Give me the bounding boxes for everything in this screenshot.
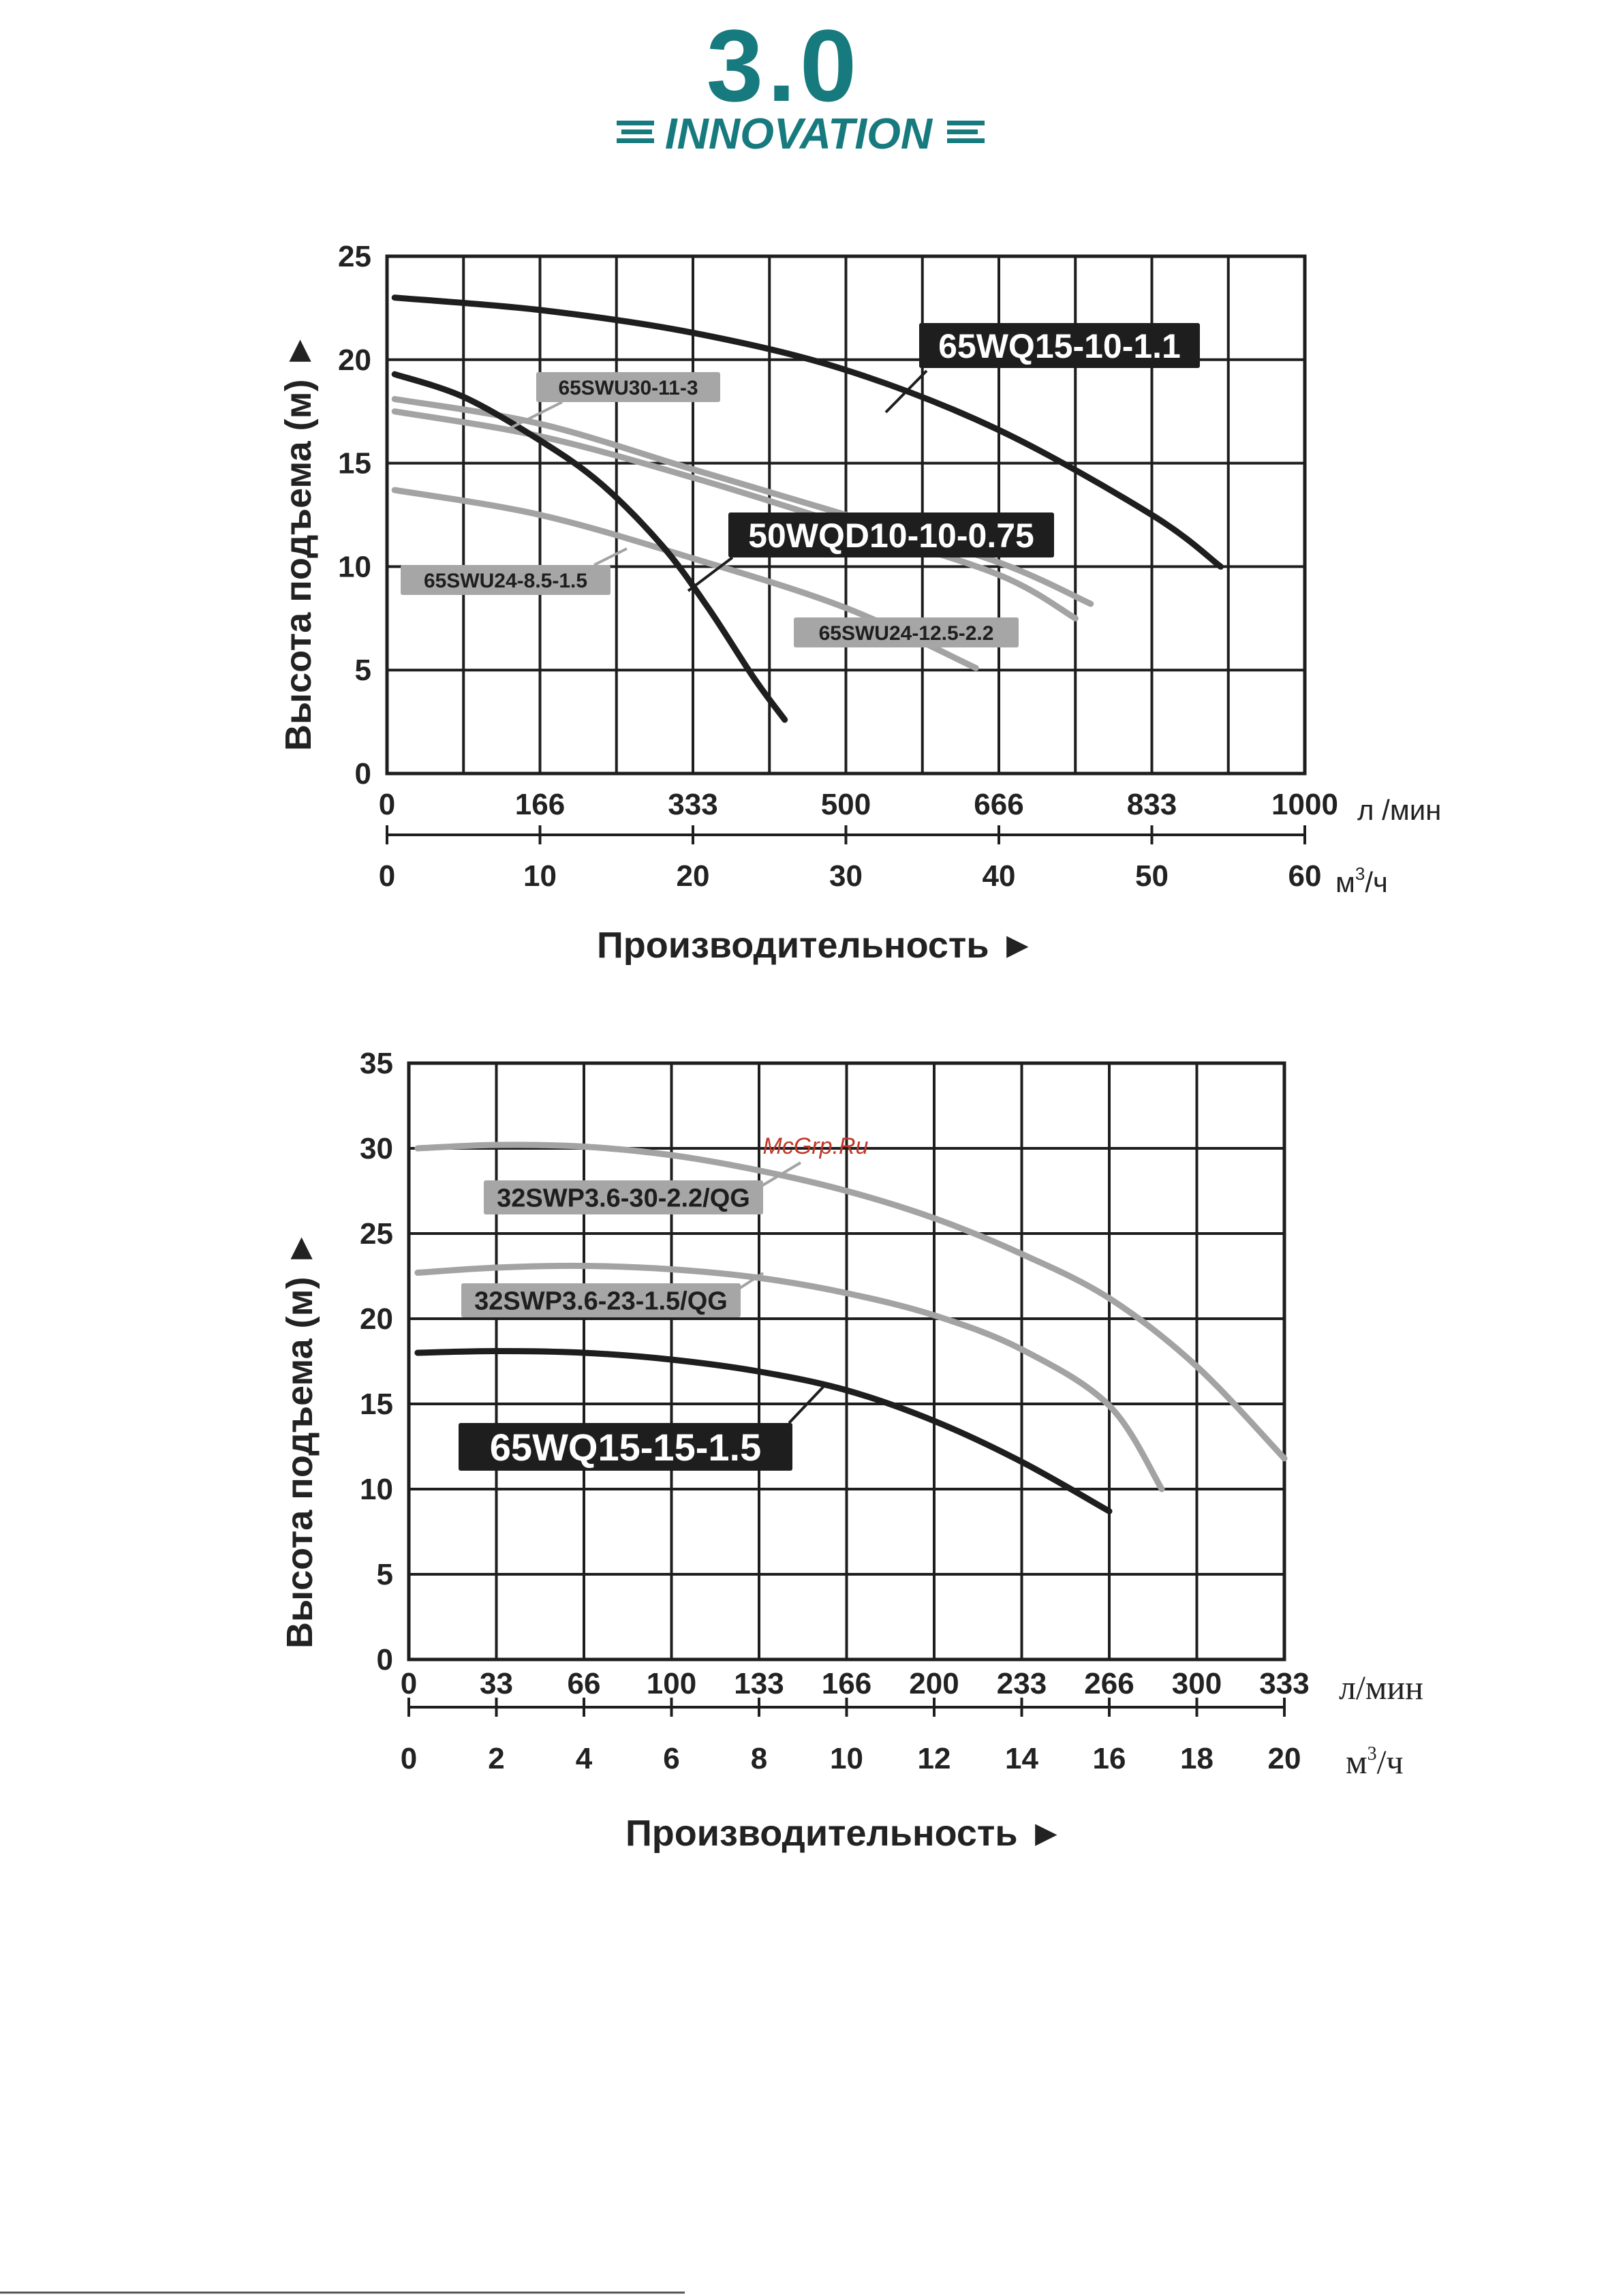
x-tick-label-lpm: 166	[821, 1667, 872, 1700]
series-label: 65WQ15-10-1.1	[938, 327, 1181, 365]
x-tick-label-m3h: 8	[750, 1742, 768, 1775]
x-axis-title: Производительность ►	[625, 1813, 1065, 1854]
x-tick-label-m3h: 2	[488, 1742, 505, 1775]
logo-word: INNOVATION	[664, 109, 933, 158]
series-label: 65WQ15-15-1.5	[489, 1426, 762, 1469]
x-unit-m3h-base: м	[1335, 866, 1355, 898]
x-tick-label-m3h: 0	[378, 859, 396, 893]
series-label-leader	[594, 549, 627, 565]
series-label: 50WQD10-10-0.75	[748, 517, 1034, 555]
y-axis-title: Высота подъема (м) ►	[279, 1229, 320, 1649]
series-label: 32SWP3.6-23-1.5/QG	[474, 1287, 728, 1316]
y-tick-label: 25	[360, 1217, 393, 1251]
x-tick-label-m3h: 14	[1005, 1742, 1038, 1775]
series-label: 65SWU30-11-3	[558, 376, 698, 399]
y-tick-label: 20	[338, 343, 371, 377]
y-tick-labels	[338, 240, 371, 791]
y-tick-label: 15	[338, 446, 371, 480]
x-tick-label-m3h: 12	[917, 1742, 951, 1775]
logo-mark: 3.0	[706, 8, 861, 123]
x-unit-lpm: л/мин	[1339, 1668, 1423, 1706]
y-tick-label: 25	[338, 240, 371, 273]
logo-speed-line	[947, 129, 978, 134]
x-tick-label-lpm: 0	[400, 1667, 418, 1700]
series-label: 65SWU24-8.5-1.5	[423, 569, 588, 592]
x-tick-label-m3h: 10	[523, 859, 557, 893]
x-unit-m3h	[1346, 1743, 1404, 1781]
x-tick-label-m3h: 0	[400, 1742, 418, 1775]
logo-speed-line	[617, 138, 654, 143]
x-unit-m3h-base: м	[1346, 1743, 1367, 1781]
x-unit-m3h	[1335, 863, 1388, 898]
series-label: 65SWU24-12.5-2.2	[818, 622, 994, 645]
x-tick-label-m3h: 50	[1135, 859, 1169, 893]
x-tick-label-m3h: 4	[575, 1742, 593, 1775]
logo-speed-line	[947, 138, 985, 143]
x-tick-label-lpm: 133	[734, 1667, 784, 1700]
y-tick-label: 0	[354, 757, 371, 791]
y-tick-label: 30	[360, 1132, 393, 1165]
x-tick-label-m3h: 18	[1180, 1742, 1214, 1775]
y-tick-label: 20	[360, 1302, 393, 1336]
chart-series-labels	[459, 1163, 826, 1471]
x-unit-m3h-sup: 3	[1367, 1743, 1377, 1764]
series-label-leader	[886, 371, 927, 412]
secondary-x-axis	[387, 825, 1305, 844]
logo-speed-line	[621, 129, 652, 134]
x-tick-label-m3h: 20	[1267, 1742, 1301, 1775]
x-unit-m3h-suffix: /ч	[1365, 866, 1388, 898]
x-tick-label-m3h: 60	[1288, 859, 1322, 893]
x-tick-label-m3h: 20	[676, 859, 710, 893]
x-tick-label-m3h: 40	[982, 859, 1016, 893]
x-tick-label-lpm: 333	[668, 788, 718, 821]
y-tick-label: 0	[376, 1643, 393, 1677]
x-tick-label-lpm: 1000	[1271, 788, 1338, 821]
y-axis-title: Высота подъема (м) ►	[278, 332, 319, 752]
x-tick-label-lpm: 166	[514, 788, 566, 821]
x-tick-labels-lpm	[401, 1667, 1310, 1700]
y-tick-label: 35	[360, 1047, 393, 1080]
x-unit-m3h-sup: 3	[1355, 863, 1365, 884]
x-unit-m3h-suffix: /ч	[1376, 1743, 1404, 1781]
x-tick-label-lpm: 0	[378, 788, 396, 821]
x-tick-labels-m3h	[379, 859, 1322, 893]
y-tick-label: 5	[354, 654, 371, 688]
x-tick-labels-lpm	[379, 788, 1338, 821]
y-tick-label: 10	[338, 550, 371, 584]
watermark-text: McGrp.Ru	[762, 1133, 869, 1159]
x-tick-label-lpm: 500	[820, 788, 871, 821]
y-tick-label: 5	[376, 1558, 393, 1591]
x-tick-label-lpm: 333	[1259, 1667, 1310, 1700]
logo-speed-line	[947, 121, 985, 125]
pump-curve-chart-2	[279, 1047, 1423, 1854]
logo-speed-line	[617, 121, 654, 125]
x-tick-label-m3h: 6	[663, 1742, 680, 1775]
x-tick-label-lpm: 100	[646, 1667, 697, 1700]
x-tick-label-lpm: 66	[567, 1667, 601, 1700]
pump-curve-chart-1	[278, 240, 1441, 966]
brand-logo	[617, 8, 985, 158]
x-tick-label-lpm: 200	[909, 1667, 959, 1700]
secondary-x-axis	[409, 1698, 1284, 1717]
x-tick-label-lpm: 233	[996, 1667, 1047, 1700]
x-tick-label-lpm: 33	[480, 1667, 513, 1700]
x-tick-labels-m3h	[401, 1742, 1301, 1775]
x-tick-label-lpm: 666	[974, 788, 1024, 821]
x-tick-label-m3h: 10	[830, 1742, 863, 1775]
x-tick-label-lpm: 833	[1126, 788, 1177, 821]
y-tick-label: 15	[360, 1388, 393, 1421]
y-tick-label: 10	[360, 1473, 393, 1506]
x-tick-label-m3h: 16	[1092, 1742, 1126, 1775]
series-curve	[395, 374, 784, 720]
x-tick-label-lpm: 266	[1084, 1667, 1134, 1700]
x-axis-title: Производительность ►	[596, 925, 1036, 966]
series-label: 32SWP3.6-30-2.2/QG	[497, 1184, 750, 1213]
x-unit-lpm: л /мин	[1357, 794, 1442, 826]
x-tick-label-m3h: 30	[829, 859, 863, 893]
x-tick-label-lpm: 300	[1171, 1667, 1222, 1700]
y-tick-labels	[360, 1047, 393, 1677]
